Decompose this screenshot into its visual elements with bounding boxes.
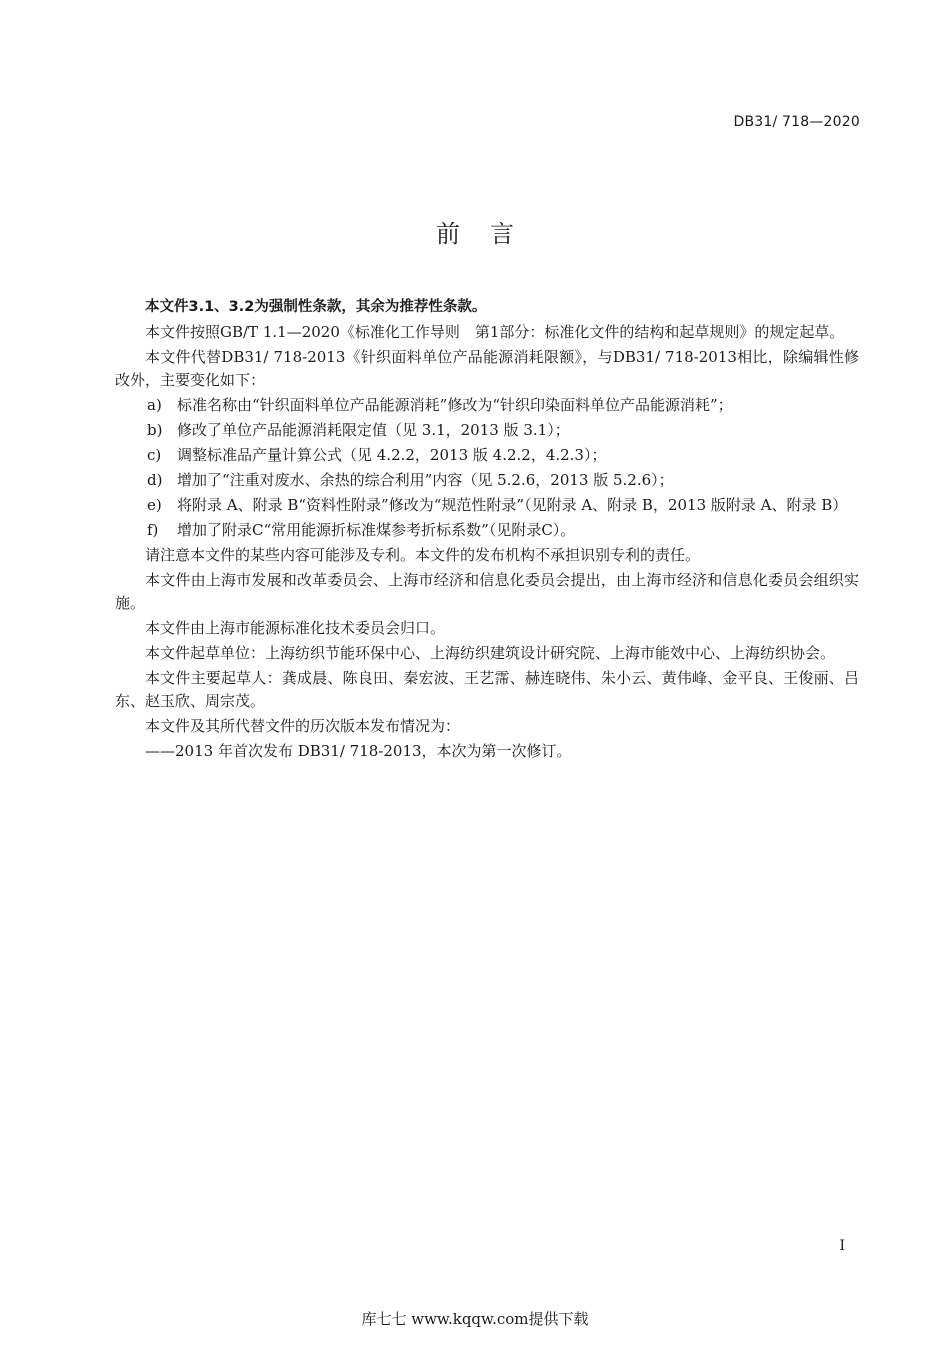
mandatory-clause-note: 本文件3.1、3.2为强制性条款，其余为推荐性条款。 xyxy=(145,299,487,315)
document-code: DB31/ 718—2020 xyxy=(733,114,860,130)
list-item-label: b) xyxy=(147,421,163,439)
list-item xyxy=(115,469,859,492)
list-item-text: 增加了“注重对废水、余热的综合利用”内容（见 5.2.6，2013 版 5.2.6）； xyxy=(177,471,674,489)
changes-list xyxy=(115,394,859,542)
document-body xyxy=(115,296,859,765)
list-item-label: a) xyxy=(147,396,162,414)
list-item xyxy=(115,419,859,442)
list-item-label: e) xyxy=(147,496,162,514)
page-number: I xyxy=(839,1238,845,1254)
list-item xyxy=(115,394,859,417)
list-item-text: 调整标准品产量计算公式（见 4.2.2，2013 版 4.2.2，4.2.3）； xyxy=(177,446,607,464)
patent-paragraph: 请注意本文件的某些内容可能涉及专利。本文件的发布机构不承担识别专利的责任。 xyxy=(145,546,701,564)
history-item-paragraph: ——2013 年首次发布 DB31/ 718-2013，本次为第一次修订。 xyxy=(145,742,572,760)
list-item-text: 将附录 A、附录 B“资料性附录”修改为“规范性附录”（见附录 A、附录 B，2013 版附录 A、附录 B） xyxy=(177,496,848,514)
drafters-paragraph: 本文件主要起草人：龚成晨、陈良田、秦宏波、王艺霈、赫连晓伟、朱小云、黄伟峰、金平良、王俊丽、吕东、赵玉欣、周宗茂。 xyxy=(115,669,859,710)
list-item-text: 修改了单位产品能源消耗限定值（见 3.1，2013 版 3.1）； xyxy=(177,421,570,439)
proposer-paragraph: 本文件由上海市发展和改革委员会、上海市经济和信息化委员会提出，由上海市经济和信息化委员会组织实施。 xyxy=(115,571,859,612)
list-item-text: 标准名称由“针织面料单位产品能源消耗”修改为“针织印染面料单位产品能源消耗”； xyxy=(177,396,733,414)
list-item xyxy=(115,444,859,467)
replaces-paragraph: 本文件代替DB31/ 718-2013《针织面料单位产品能源消耗限额》，与DB31/ 718-2013相比，除编辑性修改外，主要变化如下： xyxy=(115,348,859,389)
history-intro-paragraph: 本文件及其所代替文件的历次版本发布情况为： xyxy=(145,717,461,735)
list-item-text: 增加了附录C“常用能源折标准煤参考折标系数”（见附录C）。 xyxy=(177,521,576,539)
list-item xyxy=(115,519,859,542)
drafting-rule-paragraph: 本文件按照GB/T 1.1—2020《标准化工作导则 第1部分：标准化文件的结构和起草规则》的规定起草。 xyxy=(145,323,845,341)
page-title: 前言 xyxy=(436,220,544,248)
list-item-label: c) xyxy=(147,446,162,464)
committee-paragraph: 本文件由上海市能源标准化技术委员会归口。 xyxy=(145,619,446,637)
list-item-label: d) xyxy=(147,471,163,489)
drafting-units-paragraph: 本文件起草单位：上海纺织节能环保中心、上海纺织建筑设计研究院、上海市能效中心、上海纺织协会。 xyxy=(145,644,836,662)
download-footer: 库七七 www.kqqw.com提供下载 xyxy=(361,1310,589,1328)
list-item xyxy=(115,494,859,517)
list-item-label: f) xyxy=(147,521,159,539)
